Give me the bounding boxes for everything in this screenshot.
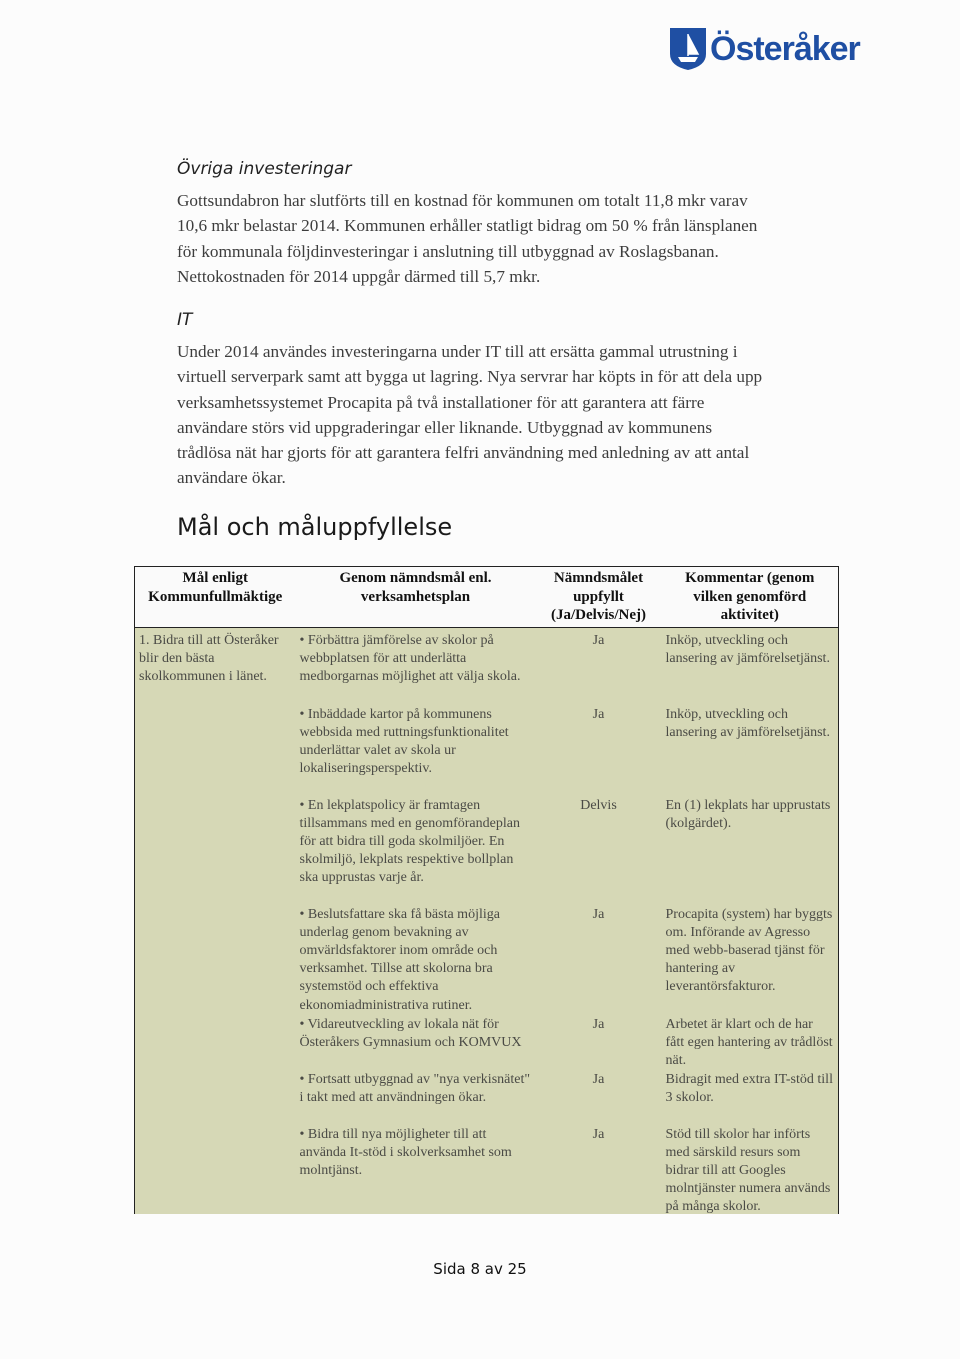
table-row [135, 627, 839, 1214]
aim-entry: • Inbäddade kartor på kommunens webbsida med ruttningsfunktionalitet underlättar valet av skola ur lokaliseringsperspektiv. [299, 706, 509, 777]
ovriga-investeringar-heading: Övriga investeringar [177, 159, 352, 179]
status-value: Ja [592, 1016, 605, 1032]
it-heading: IT [177, 310, 193, 330]
aim-entry: • Beslutsfattare ska få bästa möjliga underlag genom bevakning av omvärldsfaktorer inom område och verksamhet. Tillse att skolorna bra systemstöd och effektiva ekonomiadministrativa rutiner. [299, 906, 500, 1013]
comment-entry: Procapita (system) har byggts om. Införande av Agresso med webb-baserad tjänst för hantering av leverantörsfakturor. [665, 906, 833, 995]
paragraph-line: Nettokostnaden för 2014 uppgår därmed till 5,7 mkr. [177, 266, 541, 286]
comment-entry: Stöd till skolor har införts med särskild resurs som bidrar till att Googles molntjänster numera används på många skolor. [665, 1126, 831, 1215]
status-value: Ja [592, 1126, 605, 1142]
status-value: Ja [592, 1071, 605, 1087]
aim-entry: • Bidra till nya möjligheter till att använda It-stöd i skolverksamhet som molntjänst. [299, 1126, 512, 1178]
status-value: Ja [592, 632, 605, 648]
aim-entry: • Vidareutveckling av lokala nät för Österåkers Gymnasium och KOMVUX [299, 1016, 522, 1050]
comment-entry: En (1) lekplats har upprustats (kolgärdet). [665, 797, 831, 831]
column-header-status: Nämndsmålet uppfyllt (Ja/Delvis/Nej) [536, 567, 662, 628]
municipality-shield-icon [668, 26, 708, 72]
status-value: Ja [592, 906, 605, 922]
paragraph-line: användare ökar. [177, 468, 286, 488]
status-value: Delvis [580, 797, 617, 813]
column-header-aim: Genom nämndsmål enl. verksamhetsplan [296, 567, 536, 628]
paragraph-line: trådlösa nät har gjorts för att garantera felfri användning med anledning av att antal [177, 443, 750, 463]
it-paragraph [177, 339, 837, 491]
column-header-comment: Kommentar (genom vilken genomförd aktivitet) [662, 567, 839, 628]
aim-entry: • Förbättra jämförelse av skolor på webbplatsen för att underlätta medborgarnas möjlighet att välja skola. [299, 632, 521, 684]
paragraph-line: Gottsundabron har slutförts till en kostnad för kommunen om totalt 11,8 mkr varav [177, 191, 748, 210]
comment-entry: Bidragit med extra IT-stöd till 3 skolor. [665, 1071, 833, 1105]
paragraph-line: Under 2014 användes investeringarna under IT till att ersätta gammal utrustning i [177, 342, 738, 361]
page-number: Sida 8 av 25 [433, 1260, 527, 1278]
paragraph-line: verksamhetssystemet Procapita på två installationer för att garantera att färre [177, 392, 705, 412]
logo-text: Österåker [710, 30, 860, 68]
aim-entry: • En lekplatspolicy är framtagen tillsammans med en genomförandeplan för att bidra till goda skolmiljöer. En skolmiljö, lekplats respektive bollplan ska upprustas varje år. [299, 797, 520, 886]
status-value: Ja [592, 706, 605, 722]
table-header-row [135, 567, 839, 628]
mal-och-maluppfyllelse-heading: Mål och måluppfyllelse [177, 513, 453, 541]
column-header-goal: Mål enligt Kommunfullmäktige [135, 567, 296, 628]
goals-table [134, 566, 839, 1214]
aim-column [296, 627, 536, 1214]
status-column [536, 627, 662, 1214]
comment-entry: Inköp, utveckling och lansering av jämförelsetjänst. [665, 706, 830, 740]
paragraph-line: virtuell serverpark samt att bygga ut lagring. Nya servrar har köpts in för att dela upp [177, 367, 763, 387]
comment-entry: Arbetet är klart och de har fått egen hantering av trådlöst nät. [665, 1016, 833, 1068]
paragraph-line: för kommunala följdinvesteringar i anslutning till utbyggnad av Roslagsbanan. [177, 241, 719, 261]
ovriga-investeringar-paragraph [177, 188, 837, 289]
aim-entry: • Fortsatt utbyggnad av "nya verkisnätet" i takt med att användningen ökar. [299, 1071, 531, 1105]
comment-column [662, 627, 839, 1214]
goal-cell: 1. Bidra till att Österåker blir den bästa skolkommunen i länet. [135, 627, 296, 1214]
paragraph-line: 10,6 mkr belastar 2014. Kommunen erhåller statligt bidrag om 50 % från länsplanen [177, 216, 758, 236]
osteraker-logo [668, 26, 860, 72]
comment-entry: Inköp, utveckling och lansering av jämförelsetjänst. [665, 632, 830, 666]
paragraph-line: användare störs vid uppgraderingar eller liknande. Utbyggnad av kommunens [177, 417, 713, 437]
